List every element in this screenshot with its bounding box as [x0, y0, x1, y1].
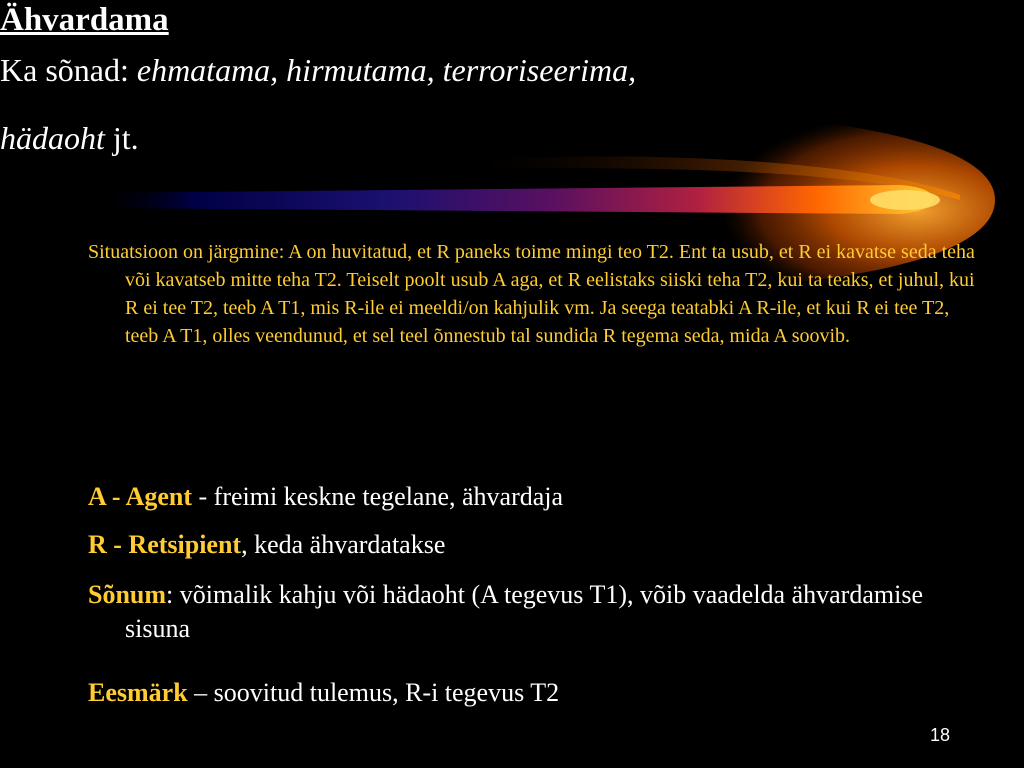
subtitle-words: ehmatama, hirmutama, terroriseerima,: [136, 52, 637, 88]
definition-text: - freimi keskne tegelane, ähvardaja: [192, 482, 564, 511]
definition-term: R - Retsipient: [88, 530, 242, 559]
definition-text: : võimalik kahju või hädaoht (A tegevus T1), võib vaadelda ähvardamise sisuna: [125, 580, 923, 643]
subtitle-line-2: [0, 120, 1024, 157]
slide-title: Ähvardama: [0, 2, 169, 38]
definition-agent: [88, 480, 985, 514]
subtitle-line-1: [0, 52, 1024, 89]
definition-text: – soovitud tulemus, R-i tegevus T2: [187, 678, 560, 707]
definition-message: [88, 578, 985, 646]
definition-term: A - Agent: [88, 482, 192, 511]
comet-tail: [90, 185, 934, 214]
subtitle-words-2: hädaoht: [0, 120, 105, 156]
definition-term: Eesmärk: [88, 678, 188, 707]
comet-core: [870, 190, 940, 210]
subtitle-prefix: Ka sõnad:: [0, 52, 137, 88]
definition-recipient: [88, 528, 985, 562]
definition-goal: [88, 676, 985, 710]
definition-term: Sõnum: [88, 580, 167, 609]
subtitle-suffix: jt.: [104, 120, 139, 156]
page-number: 18: [929, 725, 950, 745]
definition-text: , keda ähvardatakse: [241, 530, 446, 559]
situation-paragraph: Situatsioon on järgmine: A on huvitatud, et R paneks toime mingi teo T2. Ent ta usub, et R ei kavatse seda teha või kavatseb mitte teha T2. Teiselt poolt usub A aga, et R eelistaks siiski teha T2, kui ta teaks, et juhul, kui R ei tee T2, teeb A T1, mis R-ile ei meeldi/on kahjulik vm. Ja seega teatabki A R-ile, et kui R ei tee T2, teeb A T1, olles veendunud, et sel teel õnnestub tal sundida R tegema seda, mida A soovib.: [88, 241, 975, 347]
